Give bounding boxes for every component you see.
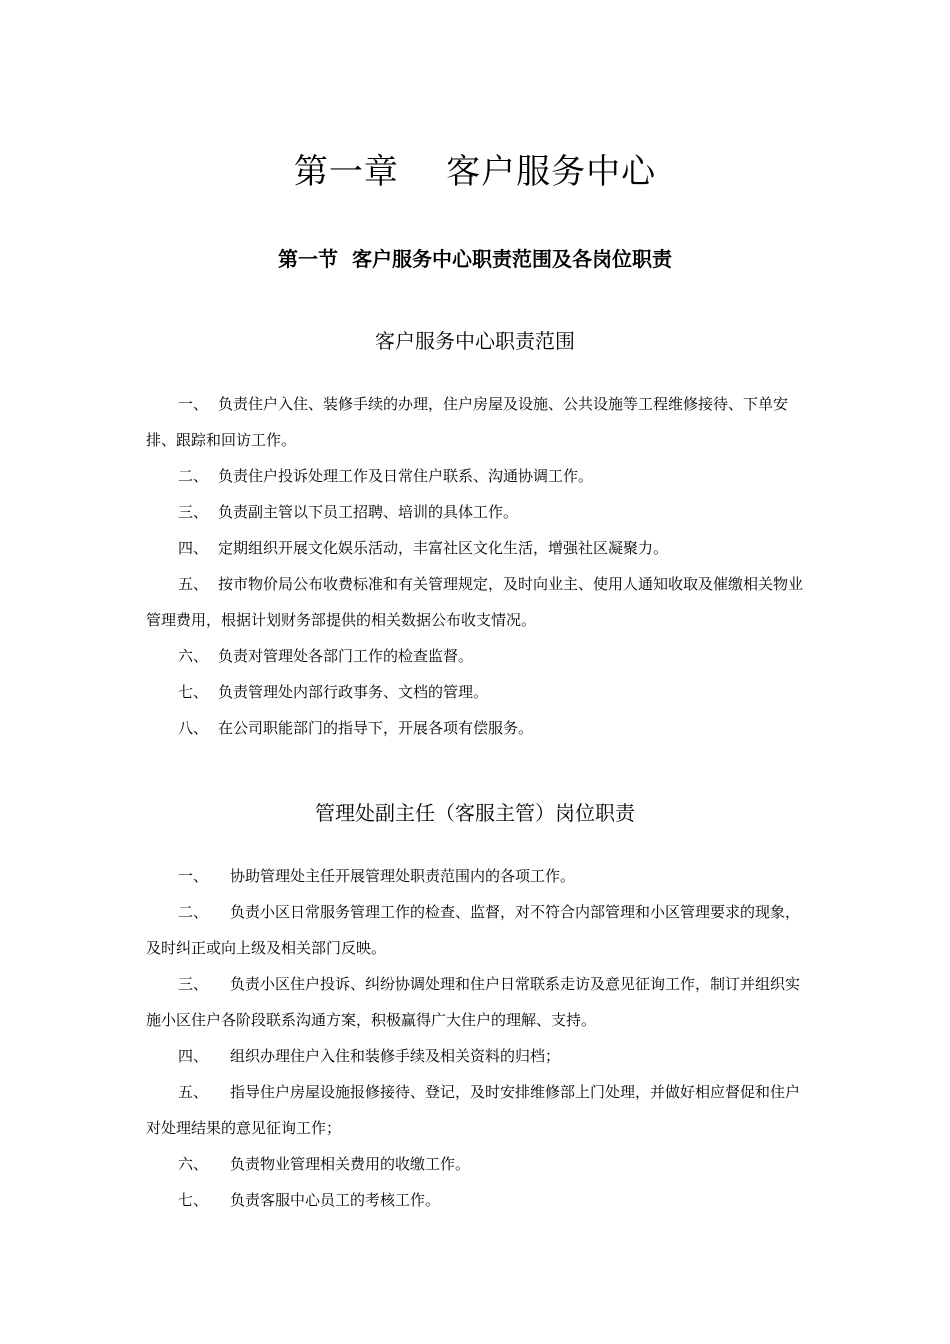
item-text: 负责管理处内部行政事务、文档的管理。 [218, 683, 489, 701]
item-number: 三、 [178, 975, 209, 993]
supervisor-item-1 [146, 858, 806, 894]
chapter-title: 第一章 客户服务中心 [293, 152, 657, 192]
item-number: 六、 [178, 647, 209, 665]
scope-item-7 [146, 674, 806, 710]
item-text: 负责物业管理相关费用的收缴工作。 [230, 1155, 471, 1173]
item-text: 组织办理住户入住和装修手续及相关资料的归档； [230, 1047, 561, 1065]
item-text: 负责副主管以下员工招聘、培训的具体工作。 [218, 503, 519, 521]
item-number: 一、 [178, 867, 209, 885]
item-number: 一、 [178, 395, 209, 413]
item-number: 五、 [178, 1083, 209, 1101]
item-number: 六、 [178, 1155, 209, 1173]
supervisor-title: 管理处副主任（客服主管）岗位职责 [315, 801, 635, 825]
supervisor-item-5 [146, 1074, 806, 1146]
item-text: 指导住户房屋设施报修接待、登记，及时安排维修部上门处理，并做好相应督促和住户对处理结果的意见征询工作； [146, 1083, 801, 1137]
item-number: 五、 [178, 575, 209, 593]
item-number: 七、 [178, 1191, 209, 1209]
section-title: 第一节 客户服务中心职责范围及各岗位职责 [278, 247, 672, 271]
item-text: 按市物价局公布收费标准和有关管理规定，及时向业主、使用人通知收取及催缴相关物业管理费用，根据计划财务部提供的相关数据公布收支情况。 [146, 575, 804, 629]
item-number: 四、 [178, 539, 209, 557]
item-text: 在公司职能部门的指导下，开展各项有偿服务。 [218, 719, 534, 737]
item-text: 负责住户入住、装修手续的办理，住户房屋及设施、公共设施等工程维修接待、下单安排、跟踪和回访工作。 [146, 395, 789, 449]
item-number: 二、 [178, 467, 209, 485]
item-text: 负责小区住户投诉、纠纷协调处理和住户日常联系走访及意见征询工作，制订并组织实施小区住户各阶段联系沟通方案，积极赢得广大住户的理解、支持。 [146, 975, 801, 1029]
item-number: 三、 [178, 503, 209, 521]
item-text: 协助管理处主任开展管理处职责范围内的各项工作。 [230, 867, 576, 885]
supervisor-item-7 [146, 1182, 806, 1218]
supervisor-item-3 [146, 966, 806, 1038]
scope-item-2 [146, 458, 806, 494]
item-number: 七、 [178, 683, 209, 701]
scope-item-6 [146, 638, 806, 674]
item-number: 二、 [178, 903, 209, 921]
supervisor-item-2 [146, 894, 806, 966]
item-text: 负责对管理处各部门工作的检查监督。 [218, 647, 474, 665]
item-text: 定期组织开展文化娱乐活动，丰富社区文化生活，增强社区凝聚力。 [218, 539, 669, 557]
supervisor-item-4 [146, 1038, 806, 1074]
item-text: 负责小区日常服务管理工作的检查、监督，对不符合内部管理和小区管理要求的现象，及时纠正或向上级及相关部门反映。 [146, 903, 801, 957]
scope-item-8 [146, 710, 806, 746]
scope-title: 客户服务中心职责范围 [375, 329, 575, 353]
supervisor-item-6 [146, 1146, 806, 1182]
item-number: 四、 [178, 1047, 209, 1065]
scope-item-5 [146, 566, 806, 638]
scope-item-4 [146, 530, 806, 566]
scope-item-1 [146, 386, 806, 458]
scope-item-3 [146, 494, 806, 530]
item-text: 负责客服中心员工的考核工作。 [230, 1191, 441, 1209]
item-text: 负责住户投诉处理工作及日常住户联系、沟通协调工作。 [218, 467, 594, 485]
item-number: 八、 [178, 719, 209, 737]
